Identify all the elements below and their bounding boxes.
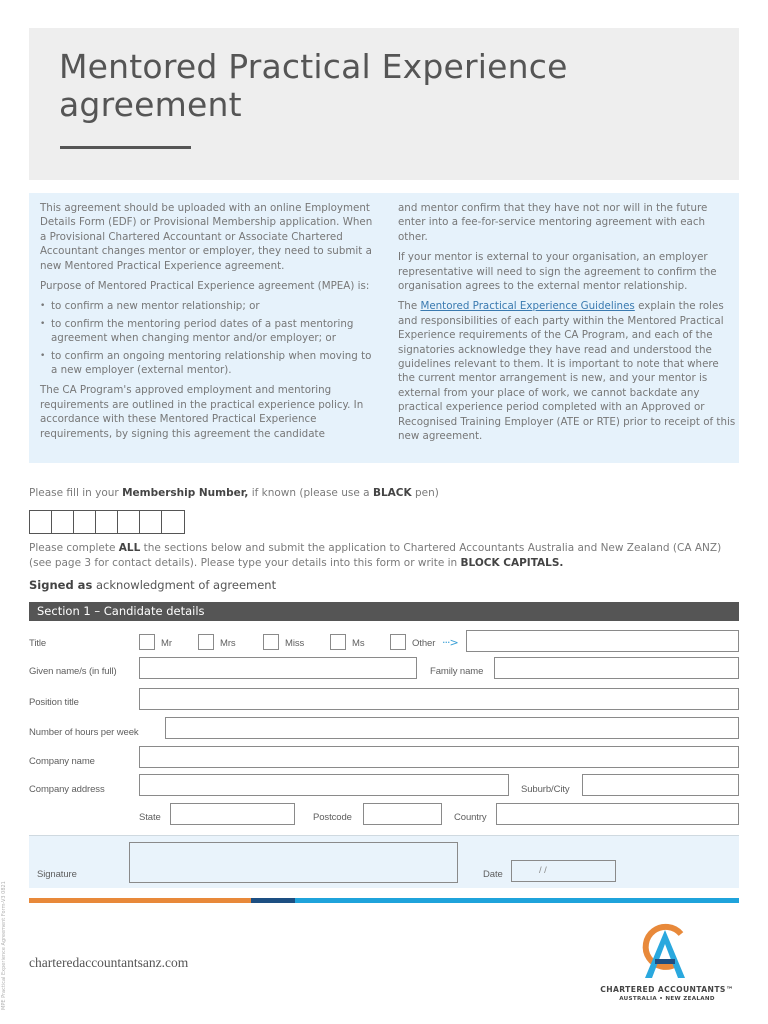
country-label: Country: [454, 812, 487, 823]
state-input[interactable]: [170, 803, 295, 825]
footer-stripe-blue: [295, 898, 739, 903]
membership-digit-box[interactable]: [162, 511, 184, 533]
membership-digit-box[interactable]: [96, 511, 118, 533]
title-mr-label: Mr: [161, 638, 172, 649]
ca-anz-logo: [592, 922, 742, 1006]
hours-per-week-label: Number of hours per week: [29, 727, 139, 738]
footer-stripe-navy: [251, 898, 295, 903]
title-mrs-checkbox[interactable]: [198, 634, 214, 650]
signed-heading: [29, 578, 276, 592]
intro-left-column: [40, 201, 380, 447]
list-item: • to confirm the mentoring period dates of a past mentoring agreement when changing mentor and/or employer; or: [40, 317, 380, 346]
title-underline: [60, 146, 191, 149]
header-panel: [29, 28, 739, 180]
text: BLACK: [372, 487, 412, 499]
purpose-list: [40, 299, 380, 377]
membership-digit-box[interactable]: [52, 511, 74, 533]
intro-paragraph: This agreement should be uploaded with an online Employment Details Form (EDF) or Provisional Membership application. When a Provisional Chartered Accountant or Associate Chartered Accountant changes mentor or employer, they need to submit a new Mentored Practical Experience agreement.: [40, 202, 373, 272]
intro-panel: [29, 193, 739, 463]
list-item: • to confirm an ongoing mentoring relationship when moving to a new employer (external mentor).: [40, 349, 380, 378]
title-ms-label: Ms: [352, 638, 365, 649]
postcode-input[interactable]: [363, 803, 442, 825]
title-other-label: Other: [412, 638, 436, 649]
ca-logo-icon: [592, 922, 742, 984]
company-name-input[interactable]: [139, 746, 739, 768]
date-placeholder: / /: [539, 865, 547, 876]
title-label: Title: [29, 638, 47, 649]
text: Please fill in your: [29, 487, 123, 499]
position-title-input[interactable]: [139, 688, 739, 710]
text: The: [398, 300, 421, 313]
list-item: • to confirm a new mentor relationship; or: [40, 299, 380, 313]
date-label: Date: [483, 869, 503, 880]
postcode-label: Postcode: [313, 812, 352, 823]
membership-instruction: [29, 487, 439, 499]
title-other-input[interactable]: [466, 630, 739, 652]
intro-paragraph: If your mentor is external to your organisation, an employer representative will need to sign the agreement to confirm the organisation agrees to the external mentor relationship.: [398, 251, 717, 293]
position-title-label: Position title: [29, 697, 79, 708]
membership-digit-box[interactable]: [118, 511, 140, 533]
given-names-input[interactable]: [139, 657, 417, 679]
family-name-input[interactable]: [494, 657, 739, 679]
title-miss-checkbox[interactable]: [263, 634, 279, 650]
title-other-checkbox[interactable]: [390, 634, 406, 650]
country-input[interactable]: [496, 803, 739, 825]
text: acknowledgment of agreement: [92, 578, 277, 592]
guidelines-link[interactable]: Mentored Practical Experience Guidelines: [420, 300, 635, 313]
form-version-text: MPE Practical Experience Agreement Form-V3 0821: [1, 881, 7, 1010]
title-mr-checkbox[interactable]: [139, 634, 155, 650]
text: Membership Number,: [122, 487, 249, 499]
company-address-input[interactable]: [139, 774, 509, 796]
title-mrs-label: Mrs: [220, 638, 236, 649]
membership-digit-box[interactable]: [140, 511, 162, 533]
company-name-label: Company name: [29, 756, 95, 767]
hours-per-week-input[interactable]: [165, 717, 739, 739]
title-line-1: Mentored Practical Experience: [59, 47, 568, 86]
footer-stripe-orange: [29, 898, 251, 903]
suburb-city-label: Suburb/City: [521, 784, 570, 795]
signature-input[interactable]: [129, 842, 458, 883]
intro-paragraph: and mentor confirm that they have not nor will in the future enter into a fee-for-service mentoring agreement with each other.: [398, 202, 708, 243]
text: if known (please use a: [248, 487, 373, 499]
logo-subtitle: AUSTRALIA • NEW ZEALAND: [619, 996, 715, 1002]
page-title: [59, 48, 568, 124]
title-miss-label: Miss: [285, 638, 305, 649]
intro-paragraph: Purpose of Mentored Practical Experience agreement (MPEA) is:: [40, 280, 370, 293]
completion-instruction: [29, 541, 741, 571]
membership-digit-box[interactable]: [74, 511, 96, 533]
membership-number-input: [29, 510, 185, 534]
given-names-label: Given name/s (in full): [29, 666, 117, 677]
membership-digit-box[interactable]: [30, 511, 52, 533]
date-input[interactable]: [511, 860, 616, 882]
text: BLOCK CAPITALS.: [460, 557, 564, 569]
text: the sections below and submit the application to Chartered Accountants Australia and New Zealand (CA ANZ) (see page 3 for contact details). Please type your details into this form or write in: [29, 542, 722, 569]
intro-paragraph: [398, 299, 736, 443]
text: explain the roles and responsibilities of each party within the Mentored Practical Experience requirements of the CA Program, and each of the signatories acknowledge they have read and understood the guidelines relevant to them. It is important to note that where the current mentor arrangement is new, and your mentor is external from your place of work, we cannot backdate any practical experience period completed with an Approved or Recognised Training Employer (ATE or RTE) prior to receipt of this new agreement.: [398, 300, 736, 443]
company-address-label: Company address: [29, 784, 105, 795]
suburb-city-input[interactable]: [582, 774, 739, 796]
logo-name: CHARTERED ACCOUNTANTS™: [600, 985, 734, 994]
intro-right-column: [398, 201, 736, 450]
family-name-label: Family name: [430, 666, 484, 677]
text: Please complete: [29, 542, 119, 554]
title-line-2: agreement: [59, 85, 242, 124]
state-label: State: [139, 812, 161, 823]
text: Signed as: [29, 578, 93, 592]
title-ms-checkbox[interactable]: [330, 634, 346, 650]
text: pen): [411, 487, 439, 499]
arrow-right-icon: ···>: [442, 636, 458, 649]
signature-label: Signature: [37, 869, 77, 880]
intro-paragraph: The CA Program's approved employment and mentoring requirements are outlined in the practical experience policy. In accordance with these Mentored Practical Experience requirements, by signing this agreement the candidate: [40, 384, 364, 440]
section-1-header: Section 1 – Candidate details: [29, 602, 739, 621]
text: ALL: [118, 542, 141, 554]
website-link[interactable]: charteredaccountantsanz.com: [29, 955, 189, 970]
